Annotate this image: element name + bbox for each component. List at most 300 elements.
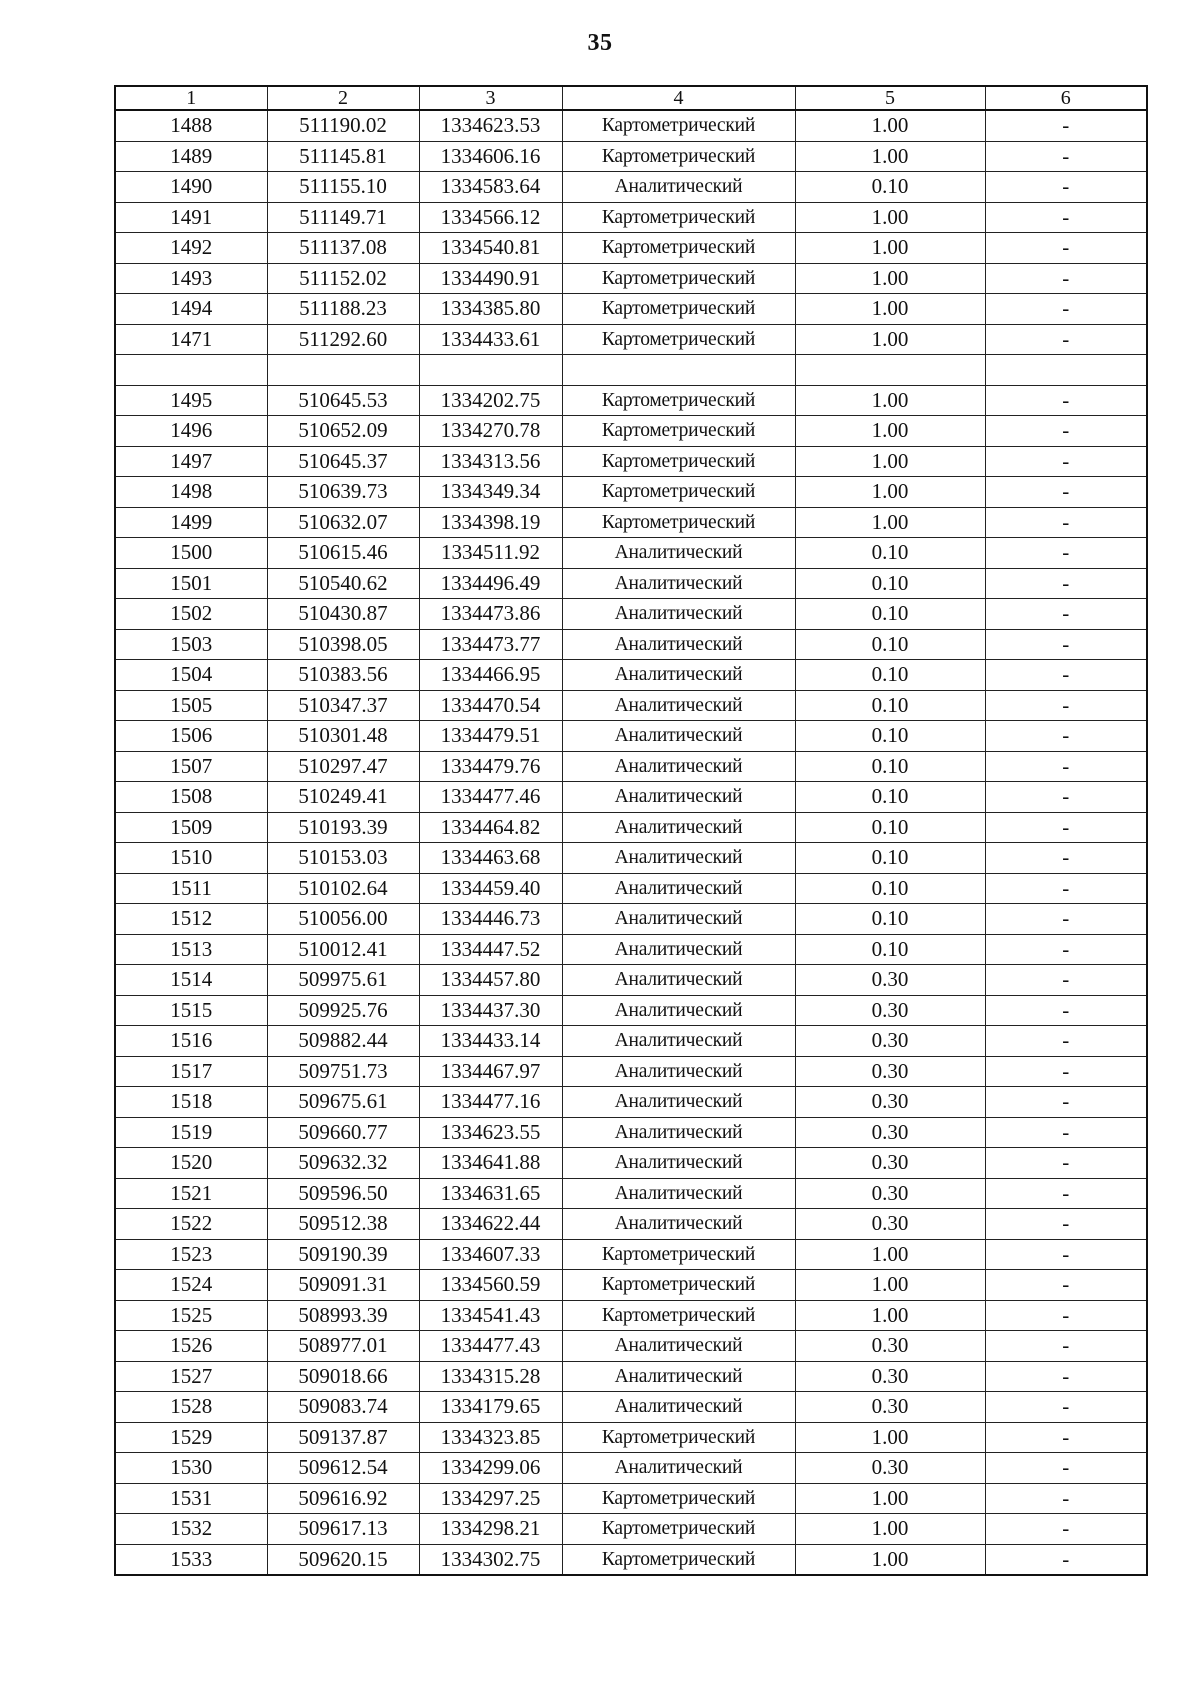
point-number-cell: 1471 <box>115 324 267 355</box>
method-cell: Аналитический <box>562 1453 795 1484</box>
accuracy-cell: 0.10 <box>795 782 985 813</box>
y-coordinate-cell: 1334560.59 <box>419 1270 562 1301</box>
table-row <box>115 568 1147 599</box>
y-coordinate-cell: 1334566.12 <box>419 202 562 233</box>
point-number-cell: 1496 <box>115 416 267 447</box>
point-number-cell: 1528 <box>115 1392 267 1423</box>
table-row <box>115 1361 1147 1392</box>
accuracy-cell: 1.00 <box>795 1544 985 1575</box>
page-number: 35 <box>587 30 613 56</box>
table-separator-row <box>115 355 1147 386</box>
table-row <box>115 538 1147 569</box>
accuracy-cell: 0.30 <box>795 1331 985 1362</box>
y-coordinate-cell: 1334179.65 <box>419 1392 562 1423</box>
point-number-cell: 1526 <box>115 1331 267 1362</box>
table-row <box>115 1483 1147 1514</box>
x-coordinate-cell: 510193.39 <box>267 812 419 843</box>
y-coordinate-cell: 1334446.73 <box>419 904 562 935</box>
point-number-cell: 1523 <box>115 1239 267 1270</box>
y-coordinate-cell: 1334606.16 <box>419 141 562 172</box>
point-number-cell: 1504 <box>115 660 267 691</box>
method-cell: Аналитический <box>562 690 795 721</box>
accuracy-cell: 0.10 <box>795 172 985 203</box>
accuracy-cell: 0.30 <box>795 995 985 1026</box>
note-cell: - <box>985 660 1147 691</box>
x-coordinate-cell: 508977.01 <box>267 1331 419 1362</box>
table-row <box>115 110 1147 141</box>
x-coordinate-cell: 509512.38 <box>267 1209 419 1240</box>
point-number-cell: 1494 <box>115 294 267 325</box>
x-coordinate-cell: 510645.53 <box>267 385 419 416</box>
note-cell: - <box>985 1117 1147 1148</box>
method-cell: Аналитический <box>562 1392 795 1423</box>
x-coordinate-cell: 510249.41 <box>267 782 419 813</box>
accuracy-cell: 1.00 <box>795 1239 985 1270</box>
table-row <box>115 477 1147 508</box>
point-number-cell: 1521 <box>115 1178 267 1209</box>
table-row <box>115 599 1147 630</box>
y-coordinate-cell: 1334473.77 <box>419 629 562 660</box>
x-coordinate-cell: 509091.31 <box>267 1270 419 1301</box>
y-coordinate-cell: 1334623.53 <box>419 110 562 141</box>
column-header: 1 <box>115 86 267 110</box>
table-row <box>115 1026 1147 1057</box>
table-row <box>115 1087 1147 1118</box>
x-coordinate-cell: 511155.10 <box>267 172 419 203</box>
method-cell: Аналитический <box>562 934 795 965</box>
table-header <box>115 86 1147 110</box>
accuracy-cell: 0.30 <box>795 1209 985 1240</box>
note-cell: - <box>985 1087 1147 1118</box>
note-cell: - <box>985 751 1147 782</box>
x-coordinate-cell: 511152.02 <box>267 263 419 294</box>
accuracy-cell: 0.10 <box>795 690 985 721</box>
note-cell: - <box>985 1270 1147 1301</box>
method-cell: Аналитический <box>562 172 795 203</box>
point-number-cell: 1525 <box>115 1300 267 1331</box>
method-cell: Аналитический <box>562 1331 795 1362</box>
accuracy-cell: 1.00 <box>795 1300 985 1331</box>
note-cell: - <box>985 1453 1147 1484</box>
x-coordinate-cell: 509660.77 <box>267 1117 419 1148</box>
x-coordinate-cell: 509620.15 <box>267 1544 419 1575</box>
point-number-cell: 1510 <box>115 843 267 874</box>
y-coordinate-cell: 1334202.75 <box>419 385 562 416</box>
x-coordinate-cell: 509617.13 <box>267 1514 419 1545</box>
point-number-cell: 1495 <box>115 385 267 416</box>
y-coordinate-cell: 1334631.65 <box>419 1178 562 1209</box>
y-coordinate-cell: 1334473.86 <box>419 599 562 630</box>
note-cell: - <box>985 1148 1147 1179</box>
note-cell: - <box>985 599 1147 630</box>
x-coordinate-cell: 510645.37 <box>267 446 419 477</box>
x-coordinate-cell: 509632.32 <box>267 1148 419 1179</box>
table-row <box>115 202 1147 233</box>
accuracy-cell: 1.00 <box>795 294 985 325</box>
point-number-cell: 1497 <box>115 446 267 477</box>
method-cell: Аналитический <box>562 843 795 874</box>
point-number-cell: 1527 <box>115 1361 267 1392</box>
note-cell: - <box>985 446 1147 477</box>
point-number-cell: 1508 <box>115 782 267 813</box>
accuracy-cell: 0.30 <box>795 1361 985 1392</box>
point-number-cell: 1524 <box>115 1270 267 1301</box>
y-coordinate-cell: 1334479.76 <box>419 751 562 782</box>
accuracy-cell: 0.10 <box>795 599 985 630</box>
note-cell: - <box>985 1514 1147 1545</box>
method-cell: Аналитический <box>562 904 795 935</box>
accuracy-cell: 1.00 <box>795 263 985 294</box>
y-coordinate-cell: 1334622.44 <box>419 1209 562 1240</box>
table-row <box>115 660 1147 691</box>
accuracy-cell: 0.10 <box>795 538 985 569</box>
method-cell: Картометрический <box>562 324 795 355</box>
x-coordinate-cell: 510398.05 <box>267 629 419 660</box>
method-cell: Картометрический <box>562 416 795 447</box>
method-cell: Картометрический <box>562 202 795 233</box>
table-row <box>115 141 1147 172</box>
x-coordinate-cell: 510056.00 <box>267 904 419 935</box>
method-cell: Аналитический <box>562 1087 795 1118</box>
y-coordinate-cell: 1334315.28 <box>419 1361 562 1392</box>
method-cell: Аналитический <box>562 1117 795 1148</box>
y-coordinate-cell: 1334349.34 <box>419 477 562 508</box>
note-cell: - <box>985 721 1147 752</box>
y-coordinate-cell: 1334466.95 <box>419 660 562 691</box>
x-coordinate-cell: 509083.74 <box>267 1392 419 1423</box>
table-row <box>115 416 1147 447</box>
method-cell: Аналитический <box>562 1148 795 1179</box>
note-cell: - <box>985 1026 1147 1057</box>
header-row <box>115 86 1147 110</box>
note-cell: - <box>985 1544 1147 1575</box>
table-row <box>115 1178 1147 1209</box>
table-row <box>115 1544 1147 1575</box>
y-coordinate-cell: 1334398.19 <box>419 507 562 538</box>
accuracy-cell: 0.10 <box>795 660 985 691</box>
y-coordinate-cell: 1334323.85 <box>419 1422 562 1453</box>
accuracy-cell: 0.10 <box>795 568 985 599</box>
accuracy-cell: 0.30 <box>795 1056 985 1087</box>
point-number-cell: 1501 <box>115 568 267 599</box>
x-coordinate-cell <box>267 355 419 386</box>
note-cell: - <box>985 1178 1147 1209</box>
note-cell: - <box>985 690 1147 721</box>
note-cell: - <box>985 385 1147 416</box>
method-cell: Картометрический <box>562 1544 795 1575</box>
note-cell: - <box>985 843 1147 874</box>
x-coordinate-cell: 510301.48 <box>267 721 419 752</box>
point-number-cell: 1489 <box>115 141 267 172</box>
table-row <box>115 629 1147 660</box>
note-cell: - <box>985 1361 1147 1392</box>
method-cell: Картометрический <box>562 385 795 416</box>
y-coordinate-cell: 1334477.46 <box>419 782 562 813</box>
y-coordinate-cell: 1334511.92 <box>419 538 562 569</box>
point-number-cell: 1503 <box>115 629 267 660</box>
table-row <box>115 1453 1147 1484</box>
x-coordinate-cell: 510012.41 <box>267 934 419 965</box>
note-cell: - <box>985 141 1147 172</box>
y-coordinate-cell: 1334541.43 <box>419 1300 562 1331</box>
point-number-cell: 1532 <box>115 1514 267 1545</box>
method-cell: Аналитический <box>562 568 795 599</box>
note-cell: - <box>985 263 1147 294</box>
accuracy-cell: 0.30 <box>795 1117 985 1148</box>
y-coordinate-cell: 1334496.49 <box>419 568 562 599</box>
coordinates-table-container <box>114 85 1148 1576</box>
method-cell: Картометрический <box>562 1300 795 1331</box>
note-cell: - <box>985 202 1147 233</box>
y-coordinate-cell: 1334459.40 <box>419 873 562 904</box>
note-cell <box>985 355 1147 386</box>
y-coordinate-cell: 1334470.54 <box>419 690 562 721</box>
y-coordinate-cell: 1334477.43 <box>419 1331 562 1362</box>
point-number-cell: 1513 <box>115 934 267 965</box>
note-cell: - <box>985 934 1147 965</box>
table-row <box>115 385 1147 416</box>
accuracy-cell: 1.00 <box>795 233 985 264</box>
accuracy-cell: 1.00 <box>795 202 985 233</box>
point-number-cell: 1488 <box>115 110 267 141</box>
table-row <box>115 172 1147 203</box>
point-number-cell: 1519 <box>115 1117 267 1148</box>
point-number-cell: 1509 <box>115 812 267 843</box>
method-cell: Картометрический <box>562 507 795 538</box>
point-number-cell: 1533 <box>115 1544 267 1575</box>
table-row <box>115 446 1147 477</box>
table-row <box>115 233 1147 264</box>
x-coordinate-cell: 509612.54 <box>267 1453 419 1484</box>
x-coordinate-cell: 509882.44 <box>267 1026 419 1057</box>
y-coordinate-cell: 1334540.81 <box>419 233 562 264</box>
accuracy-cell: 1.00 <box>795 385 985 416</box>
point-number-cell: 1490 <box>115 172 267 203</box>
x-coordinate-cell: 509137.87 <box>267 1422 419 1453</box>
table-row <box>115 721 1147 752</box>
accuracy-cell: 1.00 <box>795 324 985 355</box>
y-coordinate-cell: 1334270.78 <box>419 416 562 447</box>
y-coordinate-cell: 1334302.75 <box>419 1544 562 1575</box>
y-coordinate-cell: 1334433.61 <box>419 324 562 355</box>
note-cell: - <box>985 1056 1147 1087</box>
table-row <box>115 965 1147 996</box>
accuracy-cell: 1.00 <box>795 110 985 141</box>
table-row <box>115 904 1147 935</box>
accuracy-cell: 1.00 <box>795 1514 985 1545</box>
note-cell: - <box>985 782 1147 813</box>
x-coordinate-cell: 508993.39 <box>267 1300 419 1331</box>
point-number-cell: 1507 <box>115 751 267 782</box>
table-row <box>115 1300 1147 1331</box>
y-coordinate-cell: 1334583.64 <box>419 172 562 203</box>
x-coordinate-cell: 511145.81 <box>267 141 419 172</box>
accuracy-cell: 0.30 <box>795 1148 985 1179</box>
accuracy-cell: 0.10 <box>795 843 985 874</box>
method-cell: Картометрический <box>562 1239 795 1270</box>
method-cell: Аналитический <box>562 782 795 813</box>
note-cell: - <box>985 1239 1147 1270</box>
table-row <box>115 995 1147 1026</box>
accuracy-cell: 0.30 <box>795 1453 985 1484</box>
table-row <box>115 263 1147 294</box>
table-row <box>115 1117 1147 1148</box>
x-coordinate-cell: 510540.62 <box>267 568 419 599</box>
point-number-cell: 1511 <box>115 873 267 904</box>
x-coordinate-cell: 509596.50 <box>267 1178 419 1209</box>
accuracy-cell: 1.00 <box>795 477 985 508</box>
y-coordinate-cell: 1334479.51 <box>419 721 562 752</box>
table-row <box>115 1514 1147 1545</box>
accuracy-cell: 0.10 <box>795 751 985 782</box>
note-cell: - <box>985 477 1147 508</box>
y-coordinate-cell: 1334490.91 <box>419 263 562 294</box>
y-coordinate-cell: 1334313.56 <box>419 446 562 477</box>
column-header: 4 <box>562 86 795 110</box>
table-row <box>115 1270 1147 1301</box>
table-row <box>115 690 1147 721</box>
y-coordinate-cell: 1334467.97 <box>419 1056 562 1087</box>
point-number-cell: 1491 <box>115 202 267 233</box>
method-cell: Картометрический <box>562 110 795 141</box>
y-coordinate-cell: 1334457.80 <box>419 965 562 996</box>
y-coordinate-cell: 1334297.25 <box>419 1483 562 1514</box>
method-cell: Картометрический <box>562 141 795 172</box>
note-cell: - <box>985 812 1147 843</box>
x-coordinate-cell: 509616.92 <box>267 1483 419 1514</box>
point-number-cell: 1529 <box>115 1422 267 1453</box>
accuracy-cell: 1.00 <box>795 1270 985 1301</box>
note-cell: - <box>985 294 1147 325</box>
table-row <box>115 507 1147 538</box>
note-cell: - <box>985 1331 1147 1362</box>
note-cell: - <box>985 1422 1147 1453</box>
accuracy-cell: 0.10 <box>795 812 985 843</box>
x-coordinate-cell: 511137.08 <box>267 233 419 264</box>
method-cell: Аналитический <box>562 812 795 843</box>
method-cell: Картометрический <box>562 477 795 508</box>
note-cell: - <box>985 965 1147 996</box>
method-cell: Аналитический <box>562 1209 795 1240</box>
x-coordinate-cell: 509975.61 <box>267 965 419 996</box>
note-cell: - <box>985 904 1147 935</box>
column-header: 3 <box>419 86 562 110</box>
y-coordinate-cell: 1334463.68 <box>419 843 562 874</box>
table-row <box>115 1392 1147 1423</box>
accuracy-cell: 1.00 <box>795 1422 985 1453</box>
x-coordinate-cell: 510615.46 <box>267 538 419 569</box>
x-coordinate-cell: 510430.87 <box>267 599 419 630</box>
point-number-cell: 1498 <box>115 477 267 508</box>
point-number-cell: 1517 <box>115 1056 267 1087</box>
table-body <box>115 110 1147 1575</box>
table-row <box>115 873 1147 904</box>
accuracy-cell: 1.00 <box>795 507 985 538</box>
note-cell: - <box>985 233 1147 264</box>
accuracy-cell: 1.00 <box>795 416 985 447</box>
method-cell: Картометрический <box>562 446 795 477</box>
table-row <box>115 751 1147 782</box>
x-coordinate-cell: 509018.66 <box>267 1361 419 1392</box>
point-number-cell: 1522 <box>115 1209 267 1240</box>
point-number-cell: 1518 <box>115 1087 267 1118</box>
y-coordinate-cell: 1334298.21 <box>419 1514 562 1545</box>
y-coordinate-cell: 1334607.33 <box>419 1239 562 1270</box>
table-row <box>115 782 1147 813</box>
accuracy-cell: 1.00 <box>795 1483 985 1514</box>
point-number-cell: 1520 <box>115 1148 267 1179</box>
x-coordinate-cell: 509925.76 <box>267 995 419 1026</box>
method-cell: Аналитический <box>562 660 795 691</box>
accuracy-cell: 1.00 <box>795 446 985 477</box>
accuracy-cell: 0.30 <box>795 1178 985 1209</box>
table-row <box>115 1239 1147 1270</box>
column-header: 6 <box>985 86 1147 110</box>
column-header: 5 <box>795 86 985 110</box>
method-cell: Картометрический <box>562 1422 795 1453</box>
point-number-cell: 1515 <box>115 995 267 1026</box>
column-header: 2 <box>267 86 419 110</box>
note-cell: - <box>985 568 1147 599</box>
method-cell: Аналитический <box>562 1178 795 1209</box>
table-row <box>115 294 1147 325</box>
y-coordinate-cell: 1334477.16 <box>419 1087 562 1118</box>
note-cell: - <box>985 1209 1147 1240</box>
table-row <box>115 1422 1147 1453</box>
point-number-cell: 1502 <box>115 599 267 630</box>
x-coordinate-cell: 510639.73 <box>267 477 419 508</box>
accuracy-cell: 0.30 <box>795 1392 985 1423</box>
coordinates-table <box>114 85 1148 1576</box>
y-coordinate-cell: 1334433.14 <box>419 1026 562 1057</box>
method-cell: Аналитический <box>562 751 795 782</box>
method-cell: Аналитический <box>562 1361 795 1392</box>
y-coordinate-cell: 1334447.52 <box>419 934 562 965</box>
table-row <box>115 812 1147 843</box>
point-number-cell: 1500 <box>115 538 267 569</box>
accuracy-cell: 0.10 <box>795 629 985 660</box>
point-number-cell: 1499 <box>115 507 267 538</box>
x-coordinate-cell: 510297.47 <box>267 751 419 782</box>
method-cell: Аналитический <box>562 1026 795 1057</box>
table-row <box>115 1148 1147 1179</box>
note-cell: - <box>985 110 1147 141</box>
note-cell: - <box>985 1392 1147 1423</box>
note-cell: - <box>985 873 1147 904</box>
y-coordinate-cell: 1334299.06 <box>419 1453 562 1484</box>
table-row <box>115 1056 1147 1087</box>
method-cell: Картометрический <box>562 1483 795 1514</box>
table-row <box>115 843 1147 874</box>
note-cell: - <box>985 324 1147 355</box>
table-row <box>115 1331 1147 1362</box>
method-cell: Аналитический <box>562 599 795 630</box>
method-cell: Аналитический <box>562 995 795 1026</box>
note-cell: - <box>985 538 1147 569</box>
x-coordinate-cell: 511292.60 <box>267 324 419 355</box>
x-coordinate-cell: 511188.23 <box>267 294 419 325</box>
table-row <box>115 1209 1147 1240</box>
method-cell: Картометрический <box>562 1270 795 1301</box>
method-cell: Картометрический <box>562 1514 795 1545</box>
accuracy-cell: 0.10 <box>795 721 985 752</box>
y-coordinate-cell: 1334623.55 <box>419 1117 562 1148</box>
y-coordinate-cell: 1334641.88 <box>419 1148 562 1179</box>
x-coordinate-cell: 510383.56 <box>267 660 419 691</box>
x-coordinate-cell: 511149.71 <box>267 202 419 233</box>
method-cell: Аналитический <box>562 538 795 569</box>
method-cell: Картометрический <box>562 294 795 325</box>
